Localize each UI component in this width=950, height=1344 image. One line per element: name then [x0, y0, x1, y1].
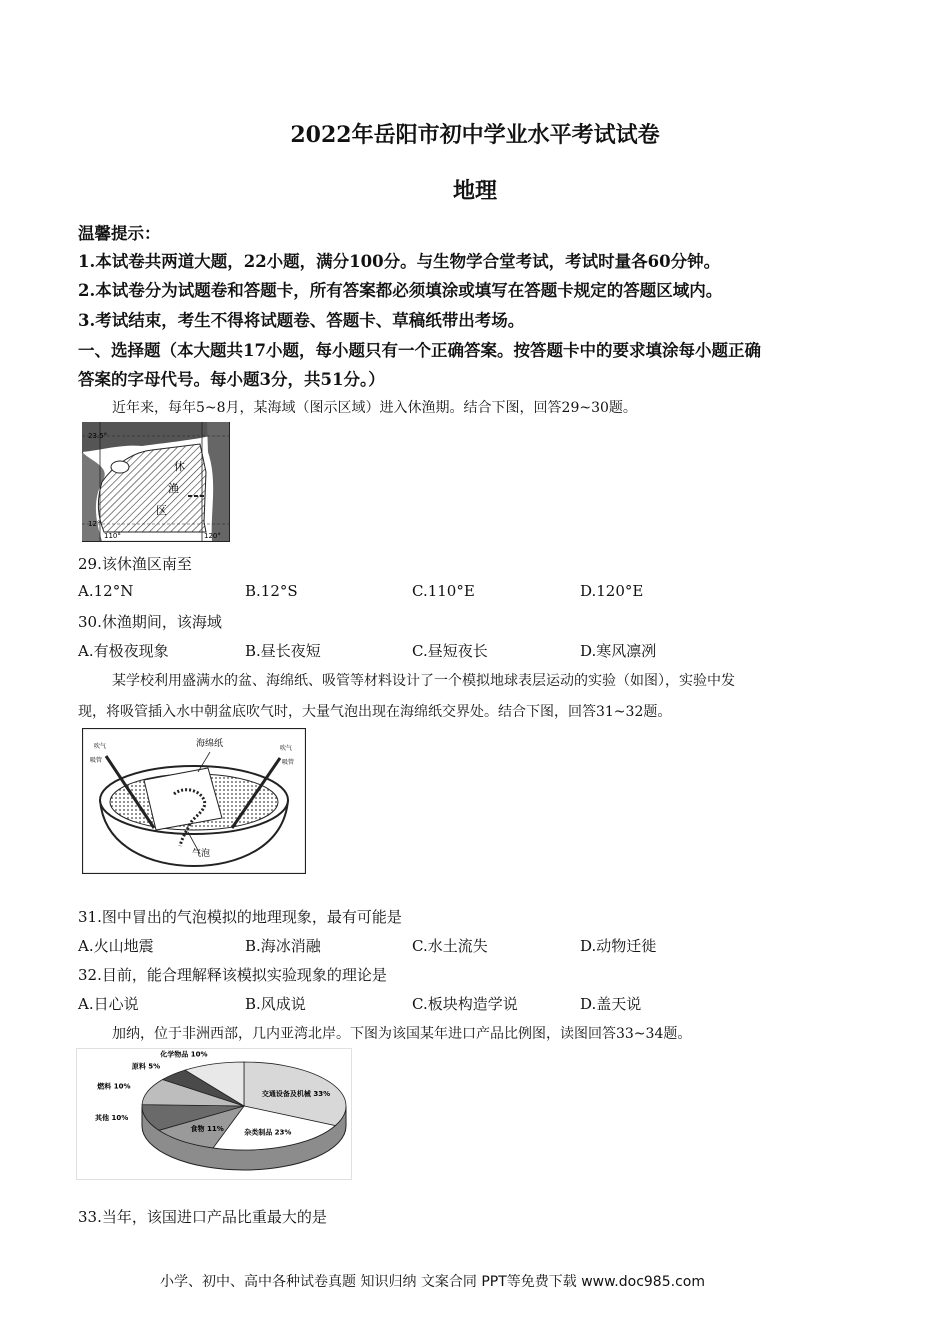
- lat-label-bottom: 12°: [88, 520, 101, 528]
- section-heading: 一、选择题（本大题共17小题，每小题只有一个正确答案。按答题卡中的要求填涂每小题正确: [78, 341, 761, 360]
- sponge-label: 海绵纸: [196, 739, 224, 749]
- zone-label: 渔: [168, 482, 179, 495]
- paper-title: 2022年岳阳市初中学业水平考试试卷: [290, 122, 660, 148]
- question-33-stem: 33.当年，该国进口产品比重最大的是: [78, 1208, 327, 1226]
- pie-label: 化学物品 10%: [160, 1050, 208, 1059]
- pie-label: 交通设备及机械 33%: [261, 1090, 331, 1099]
- q30-option-d: D.寒风凛冽: [580, 642, 657, 660]
- question-32-stem: 32.目前，能合理解释该模拟实验现象的理论是: [78, 966, 387, 984]
- lon-label-left: 110°: [104, 532, 121, 540]
- question-29-stem: 29.该休渔区南至: [78, 555, 192, 573]
- passage-text: 现，将吸管插入水中朝盆底吹气时，大量气泡出现在海绵纸交界处。结合下图，回答31~32题。: [78, 704, 672, 720]
- q31-option-d: D.动物迁徙: [580, 937, 657, 955]
- notice-item: 3.考试结束，考生不得将试题卷、答题卡、草稿纸带出考场。: [78, 311, 525, 330]
- page-footer: 小学、初中、高中各种试卷真题 知识归纳 文案合同 PPT等免费下载 www.doc985.com: [160, 1274, 705, 1290]
- q30-option-a: A.有极夜现象: [78, 642, 169, 660]
- question-31-stem: 31.图中冒出的气泡模拟的地理现象，最有可能是: [78, 908, 402, 926]
- passage-text: 加纳，位于非洲西部，几内亚湾北岸。下图为该国某年进口产品比例图，读图回答33~34题。: [112, 1026, 692, 1042]
- basin-experiment-figure: [82, 728, 306, 874]
- notice-heading: 温馨提示：: [78, 224, 161, 243]
- q32-option-b: B.风成说: [245, 995, 306, 1013]
- passage-text: 某学校利用盛满水的盆、海绵纸、吸管等材料设计了一个模拟地球表层运动的实验（如图），实验中发: [112, 673, 735, 689]
- passage-text: 近年来，每年5~8月，某海域（图示区域）进入休渔期。结合下图，回答29~30题。: [112, 400, 637, 416]
- straw-label-right: 吸管: [282, 759, 295, 766]
- q32-option-a: A.日心说: [78, 995, 139, 1013]
- notice-item: 2.本试卷分为试题卷和答题卡，所有答案都必须填涂或填写在答题卡规定的答题区域内。: [78, 281, 723, 300]
- zone-label: 区: [156, 504, 167, 517]
- q29-option-d: D.120°E: [580, 582, 644, 600]
- q30-option-c: C.昼短夜长: [412, 642, 488, 660]
- question-30-stem: 30.休渔期间，该海域: [78, 613, 222, 631]
- zone-label: 休: [174, 460, 185, 473]
- q30-option-b: B.昼长夜短: [245, 642, 321, 660]
- straw-label-left: 吸管: [90, 757, 103, 764]
- bubble-label: 气泡: [192, 849, 211, 859]
- lon-label-right: 120°: [204, 532, 221, 540]
- q31-option-b: B.海冰消融: [245, 937, 321, 955]
- q31-option-c: C.水土流失: [412, 937, 488, 955]
- q29-option-a: A.12°N: [78, 582, 134, 600]
- blow-label-left: 吹气: [94, 743, 107, 750]
- q32-option-d: D.盖天说: [580, 995, 642, 1013]
- pie-label: 原料 5%: [131, 1062, 161, 1071]
- q29-option-c: C.110°E: [412, 582, 475, 600]
- pie-label: 燃料 10%: [97, 1082, 131, 1091]
- import-pie-chart: [76, 1048, 352, 1180]
- notice-item: 1.本试卷共两道大题，22小题，满分100分。与生物学合堂考试，考试时量各60分钟。: [78, 252, 721, 271]
- subject-title: 地理: [452, 178, 497, 204]
- fishing-zone-map: [82, 422, 230, 542]
- hainan-island: [111, 461, 129, 473]
- q31-option-a: A.火山地震: [78, 937, 154, 955]
- lat-label-top: 23.5°: [88, 432, 108, 440]
- pie-slices: [142, 1062, 346, 1150]
- q29-option-b: B.12°S: [245, 582, 298, 600]
- q32-option-c: C.板块构造学说: [412, 995, 518, 1013]
- pie-label: 杂类制品 23%: [244, 1128, 292, 1137]
- section-heading: 答案的字母代号。每小题3分，共51分。）: [78, 370, 385, 389]
- pie-label: 其他 10%: [95, 1114, 129, 1123]
- pie-label: 食物 11%: [190, 1125, 224, 1134]
- blow-label-right: 吹气: [280, 745, 293, 752]
